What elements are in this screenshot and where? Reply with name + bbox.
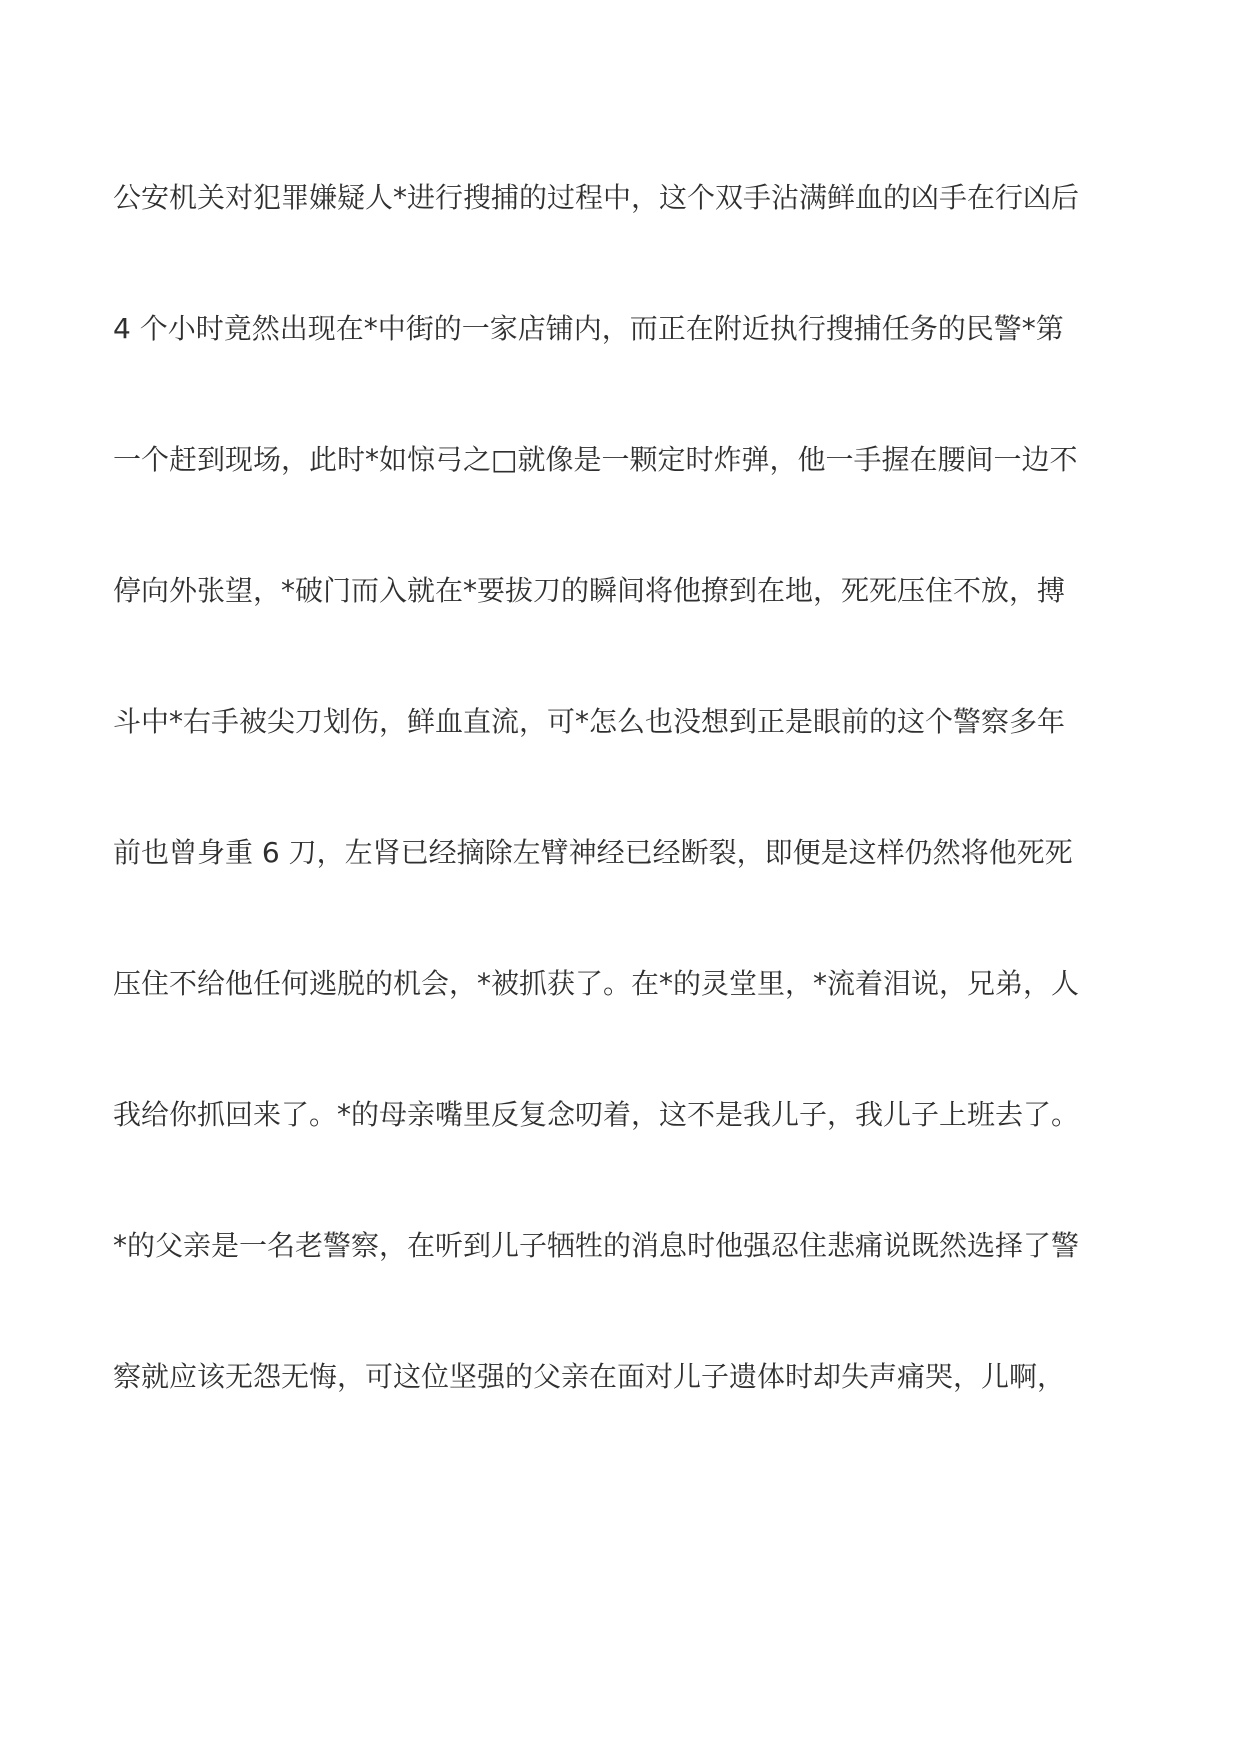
- text-line: *的父亲是一名老警察，在听到儿子牺牲的消息时他强忍住悲痛说既然选择了警: [113, 1229, 1080, 1262]
- text-line: 公安机关对犯罪嫌疑人*进行搜捕的过程中，这个双手沾满鲜血的凶手在行凶后: [113, 181, 1080, 214]
- text-line: 我给你抓回来了。*的母亲嘴里反复念叨着，这不是我儿子，我儿子上班去了。: [113, 1098, 1080, 1131]
- text-line: 前也曾身重 6 刀，左肾已经摘除左臂神经已经断裂，即便是这样仍然将他死死: [113, 836, 1073, 869]
- text-line: 4 个小时竟然出现在*中街的一家店铺内，而正在附近执行搜捕任务的民警*第: [113, 312, 1064, 345]
- text-line: 压住不给他任何逃脱的机会，*被抓获了。在*的灵堂里，*流着泪说，兄弟，人: [113, 967, 1080, 1000]
- text-line: 察就应该无怨无悔，可这位坚强的父亲在面对儿子遗体时却失声痛哭，儿啊，: [113, 1360, 1066, 1393]
- body-text: [113, 170, 1133, 1480]
- text-line: 斗中*右手被尖刀划伤，鲜血直流，可*怎么也没想到正是眼前的这个警察多年: [113, 705, 1066, 738]
- text-line: 一个赶到现场，此时*如惊弓之□就像是一颗定时炸弹，他一手握在腰间一边不: [113, 443, 1078, 476]
- text-line: 停向外张望，*破门而入就在*要拔刀的瞬间将他撩到在地，死死压住不放，搏: [113, 574, 1066, 607]
